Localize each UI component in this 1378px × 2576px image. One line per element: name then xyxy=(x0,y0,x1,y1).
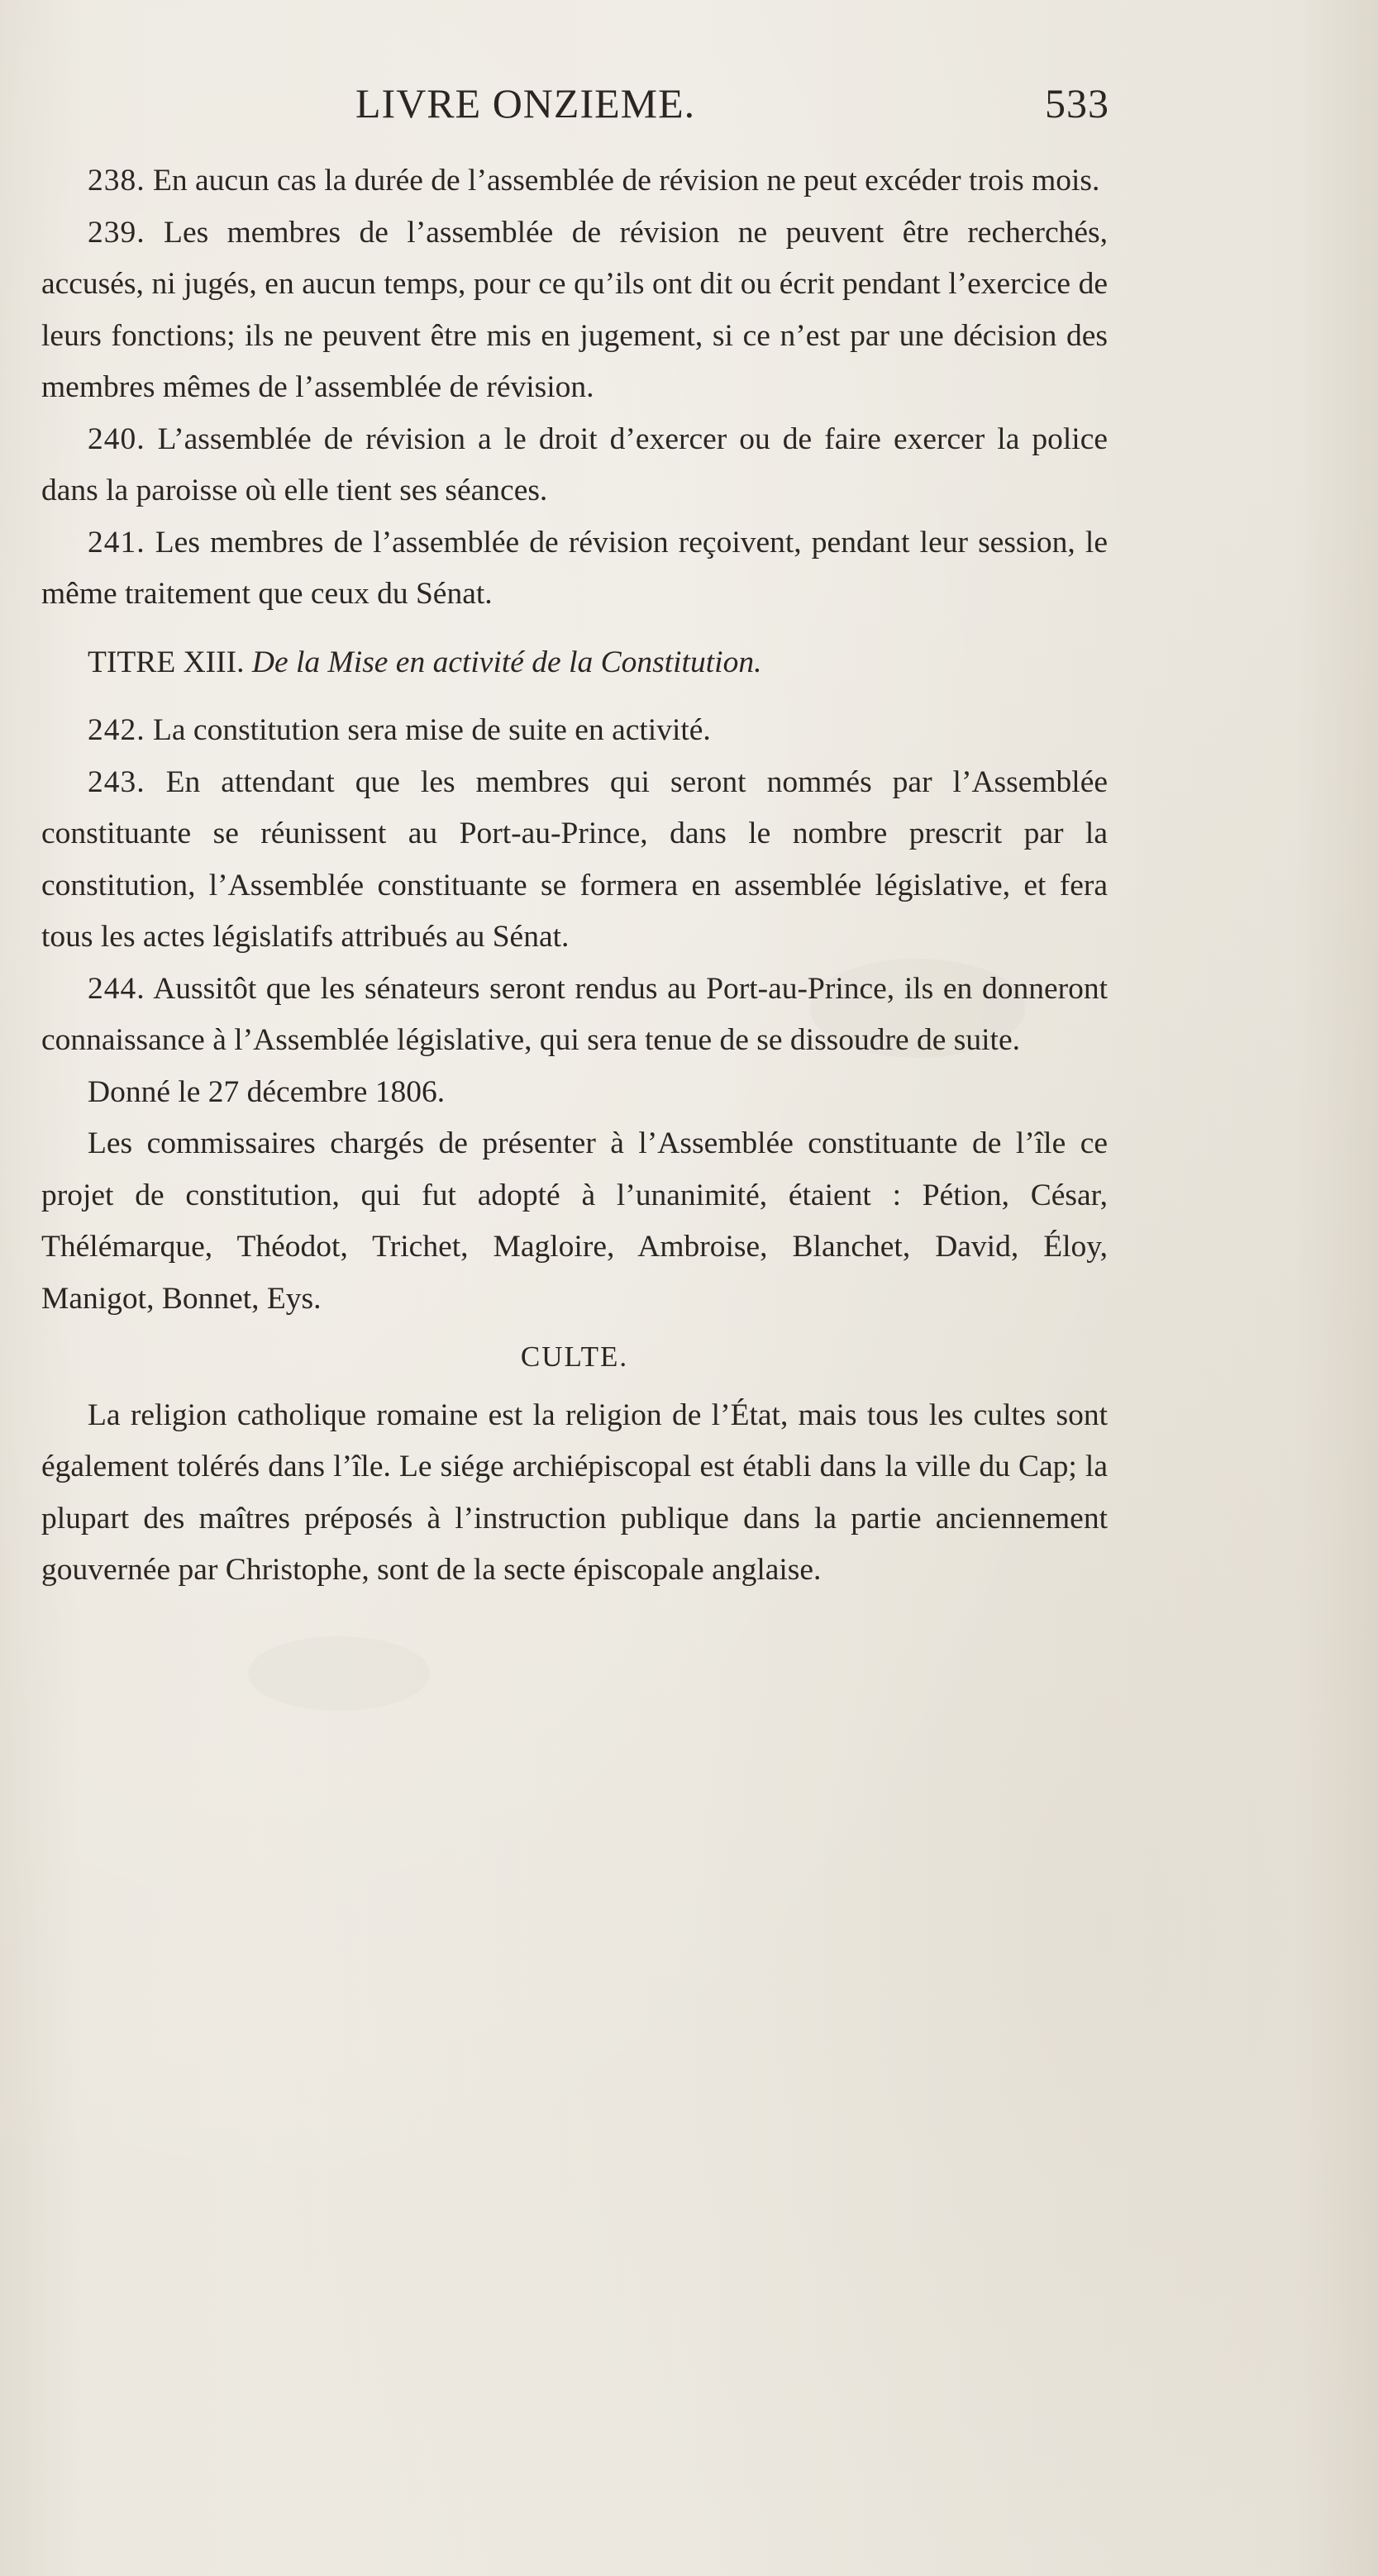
article-240: 240. L’assemblée de révision a le droit d’exercer ou de faire exercer la police dans la paroisse où elle tient ses séances. xyxy=(41,421,1109,507)
date-line: Donné le 27 décembre 1806. xyxy=(88,1074,446,1109)
titre-label: TITRE XIII. xyxy=(88,645,245,679)
commissaires-paragraph: Les commissaires chargés de présenter à l’Assemblée constituante de l’île ce projet de constitution, qui fut adopté à l’unanimité, étaient : Pétion, César, Thélémarque, Théodot, Trichet, Magloire, Ambroise, Blanchet, David, Éloy, Manigot, Bonnet, Eys. xyxy=(41,1126,1108,1316)
article-241: 241. Les membres de l’assemblée de révision reçoivent, pendant leur session, le même traitement que ceux du Sénat. xyxy=(41,525,1108,611)
article-243: 243. En attendant que les membres qui seront nommés par l’Assemblée constituante se réunissent au Port-au-Prince, dans le nombre prescrit par la constitution, l’Assemblée constituante se formera en assemblée législative, et fera tous les actes législatifs attribués au Sénat. xyxy=(41,764,1109,954)
titre-subject: De la Mise en activité de la Constitution. xyxy=(251,645,762,679)
culte-heading: CULTE. xyxy=(520,1340,629,1373)
page-number: 533 xyxy=(1045,80,1109,126)
page-header xyxy=(355,79,1109,137)
article-238: 238. En aucun cas la durée de l’assemblée de révision ne peut excéder trois mois. xyxy=(88,164,1100,198)
page-body xyxy=(41,155,1108,1597)
article-244: 244. Aussitôt que les sénateurs seront rendus au Port-au-Prince, ils en donneront connaissance à l’Assemblée législative, qui sera tenue de se dissoudre de suite. xyxy=(41,971,1108,1057)
running-title: LIVRE ONZIEME. xyxy=(355,80,696,126)
titre-heading xyxy=(41,637,1108,689)
paper-stain xyxy=(248,1636,430,1711)
article-242: 242. La constitution sera mise de suite en activité. xyxy=(88,713,711,747)
culte-paragraph: La religion catholique romaine est la religion de l’État, mais tous les cultes sont également tolérés dans l’île. Le siége archiépiscopal est établi dans la ville du Cap; la plupart des maîtres préposés à l’instruction publique dans la partie anciennement gouvernée par Christophe, sont de la secte épiscopale anglaise. xyxy=(41,1398,1108,1587)
article-239: 239. Les membres de l’assemblée de révision ne peuvent être recherchés, accusés, ni jugés, en aucun temps, pour ce qu’ils ont dit ou écrit pendant l’exercice de leurs fonctions; ils ne peuvent être mis en jugement, si ce n’est par une décision des membres mêmes de l’assemblée de révision. xyxy=(41,215,1108,404)
